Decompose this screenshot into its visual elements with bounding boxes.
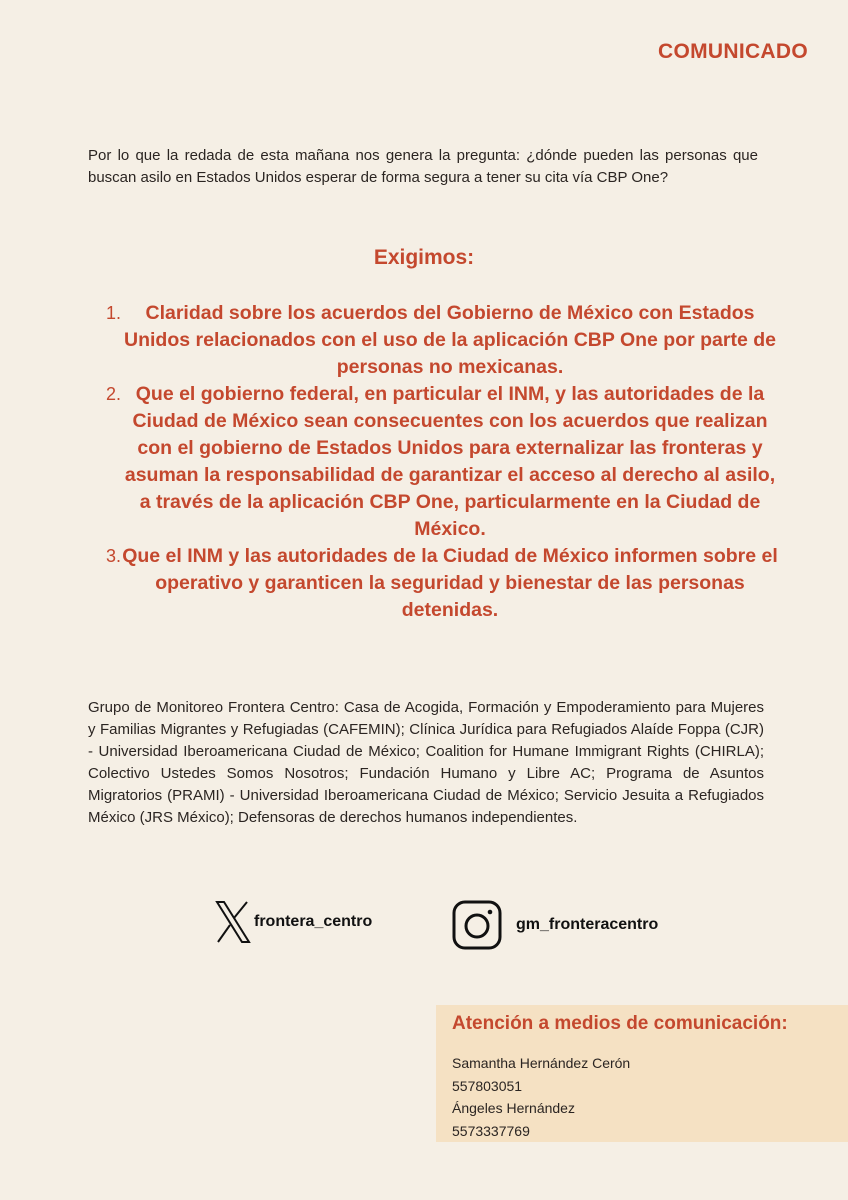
x-handle: frontera_centro	[254, 913, 373, 930]
member-organizations: Grupo de Monitoreo Frontera Centro: Casa de Acogida, Formación y Empoderamiento para Mujeres y Familias Migrantes y Refugiadas (CAFEMIN); Clínica Jurídica para Refugiados Alaíde Foppa (CJR) - Universidad Iberoamericana Ciudad de México; Coalition for Humane Immigrant Rights (CHIRLA); Colectivo Ustedes Somos Nosotros; Fundación Humano y Libre AC; Programa de Asuntos Migratorios (PRAMI) - Universidad Iberoamericana Ciudad de México; Servicio Jesuita a Refugiados México (JRS México); Defensoras de derechos humanos independientes.	[88, 699, 764, 826]
intro-paragraph: Por lo que la redada de esta mañana nos genera la pregunta: ¿dónde pueden las personas que buscan asilo en Estados Unidos esperar de forma segura a tener su cita vía CBP One?	[88, 147, 758, 186]
demand-number: 2.	[106, 384, 122, 404]
demand-number: 3.	[106, 546, 122, 566]
demand-text: Que el gobierno federal, en particular el INM, y las autoridades de la Ciudad de México sean consecuentes con los acuerdos que realizan con el gobierno de Estados Unidos para externalizar las fronteras y asuman la responsabilidad de garantizar el acceso al derecho al asilo, a través de la aplicación CBP One, particularmente en la Ciudad de México.	[124, 383, 776, 540]
social-links	[0, 900, 848, 952]
demand-number: 1.	[106, 303, 122, 323]
contact-name: Samantha Hernández Cerón	[452, 1055, 631, 1071]
demand-text: Que el INM y las autoridades de la Ciudad de México informen sobre el operativo y garanticen la seguridad y bienestar de las personas detenidas.	[122, 545, 778, 621]
demand-item	[100, 300, 780, 381]
x-logo-icon	[214, 900, 252, 944]
media-contact-title: Atención a medios de comunicación:	[452, 1013, 788, 1034]
demands-list	[100, 300, 780, 624]
document-title: COMUNICADO	[658, 40, 808, 63]
media-contact-box	[436, 1005, 848, 1142]
media-contacts	[452, 1052, 630, 1142]
instagram-handle: gm_fronteracentro	[516, 916, 659, 933]
demands-heading: Exigimos:	[373, 246, 475, 269]
contact-phone[interactable]: 557803051	[452, 1077, 523, 1094]
contact-phone[interactable]: 5573337769	[452, 1122, 530, 1139]
x-link[interactable]	[214, 900, 372, 944]
demand-item	[100, 543, 780, 624]
instagram-icon	[452, 900, 502, 950]
instagram-link[interactable]	[452, 900, 658, 950]
demand-text: Claridad sobre los acuerdos del Gobierno de México con Estados Unidos relacionados con el uso de la aplicación CBP One por parte de personas no mexicanas.	[124, 302, 776, 378]
contact-name: Ángeles Hernández	[452, 1100, 575, 1116]
demand-item	[100, 381, 780, 543]
